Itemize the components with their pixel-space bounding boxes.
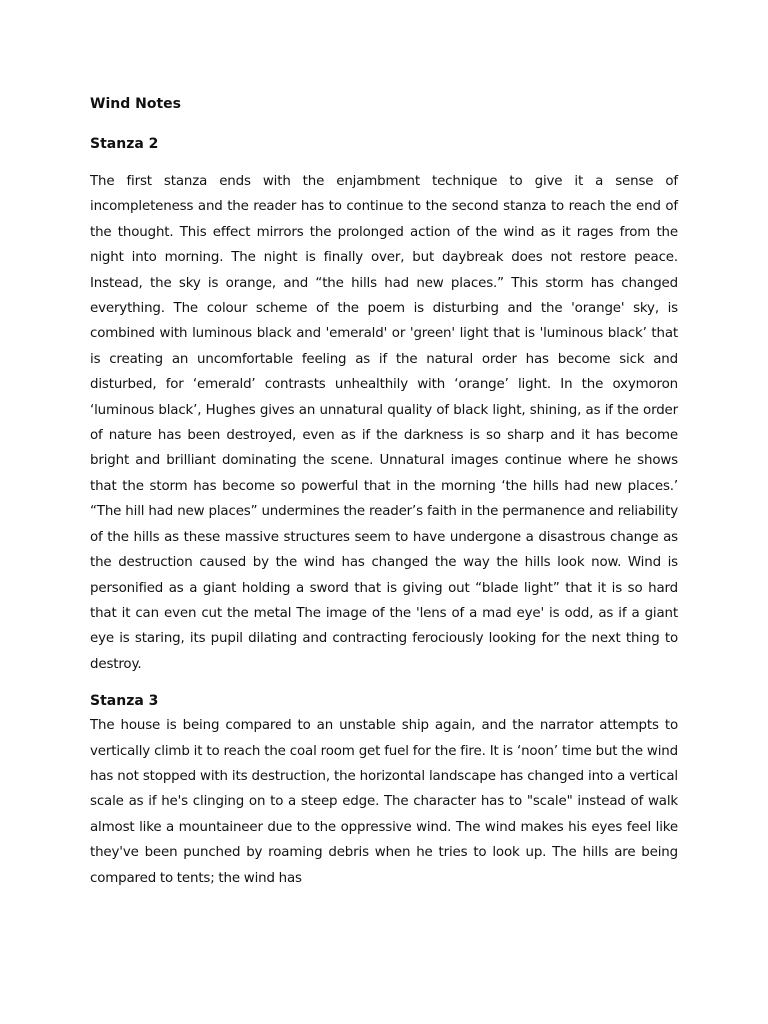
stanza-2-section [90,134,678,677]
stanza-2-heading: Stanza 2 [90,136,159,152]
stanza-3-section [90,691,678,891]
document-title: Wind Notes [90,96,181,112]
stanza-3-heading: Stanza 3 [90,693,159,710]
stanza-3-paragraph: The house is being compared to an unstable ship again, and the narrator attempts to vertically climb it to reach the coal room get fuel for the fire. It is ‘noon’ time but the wind has not stopped with its destruction, the horizontal landscape has changed into a vertical scale as if he's clinging on to a steep edge. The character has to "scale" instead of walk almost like a mountaineer due to the oppressive wind. The wind makes his eyes feel like they've been punched by roaming debris when he tries to look up. The hills are being compared to tents; the wind has [90,718,678,886]
document-page [90,94,678,891]
stanza-2-paragraph: The first stanza ends with the enjambment technique to give it a sense of incompleteness and the reader has to continue to the second stanza to reach the end of the thought. This effect mirrors the prolonged action of the wind as it rages from the night into morning. The night is finally over, but daybreak does not restore peace. Instead, the sky is orange, and “the hills had new places.” This storm has changed everything. The colour scheme of the poem is disturbing and the 'orange' sky, is combined with luminous black and 'emerald' or 'green' light that is 'luminous black’ that is creating an uncomfortable feeling as if the natural order has become sick and disturbed, for ‘emerald’ contrasts unhealthily with ‘orange’ light. In the oxymoron ‘luminous black’, Hughes gives an unnatural quality of black light, shining, as if the order of nature has been destroyed, even as if the darkness is so sharp and it has become bright and brilliant dominating the scene. Unnatural images continue where he shows that the storm has become so powerful that in the morning ‘the hills had new places.’ “The hill had new places” undermines the reader’s faith in the permanence and reliability of the hills as these massive structures seem to have undergone a disastrous change as the destruction caused by the wind has changed the way the hills look now. Wind is personified as a giant holding a sword that is giving out “blade light” that it is so hard that it can even cut the metal The image of the 'lens of a mad eye' is odd, as if a giant eye is staring, its pupil dilating and contracting ferociously looking for the next thing to destroy. [90,174,678,672]
